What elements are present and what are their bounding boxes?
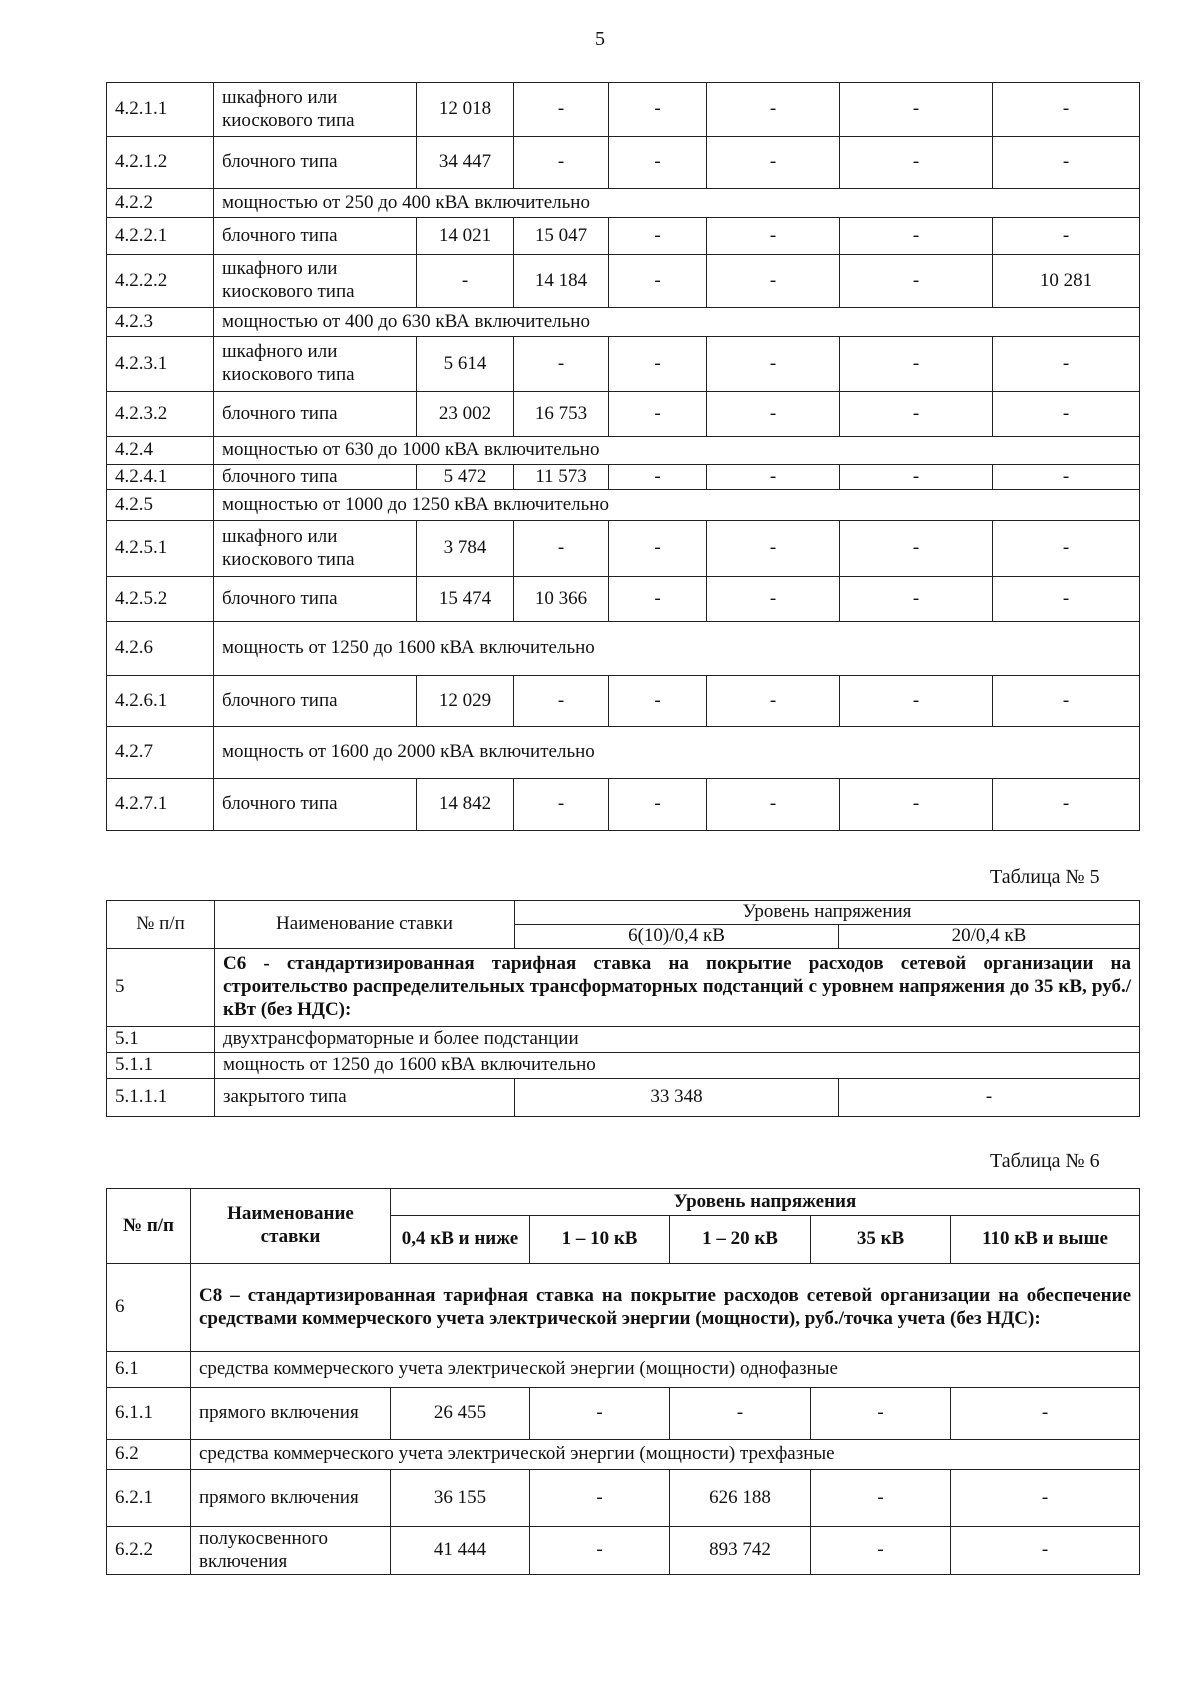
table-6-caption: Таблица № 6	[990, 1150, 1100, 1172]
row-number: 4.2.6.1	[107, 676, 214, 727]
table-5-caption: Таблица № 5	[990, 866, 1100, 888]
section-title: средства коммерческого учета электрической энергии (мощности) однофазные	[191, 1352, 1140, 1388]
row-value: 23 002	[417, 392, 514, 437]
row-value: 3 784	[417, 521, 514, 577]
table-row	[107, 255, 1140, 308]
row-value: -	[707, 465, 840, 490]
table-6-level-1: 1 – 10 кВ	[530, 1216, 670, 1264]
row-value: 626 188	[670, 1470, 811, 1527]
row-name: прямого включения	[191, 1388, 391, 1440]
row-number: 4.2.4	[107, 437, 214, 465]
table-6-head-level: Уровень напряжения	[391, 1189, 1140, 1216]
row-value: -	[707, 218, 840, 255]
row-value: 12 018	[417, 83, 514, 137]
row-value: -	[417, 255, 514, 308]
section-title: мощностью от 1000 до 1250 кВА включительно	[214, 490, 1140, 521]
table-row	[107, 1527, 1140, 1575]
row-value: -	[609, 465, 707, 490]
row-value: -	[840, 465, 993, 490]
table-row	[107, 676, 1140, 727]
row-number: 4.2.6	[107, 622, 214, 676]
row-value: 41 444	[391, 1527, 530, 1575]
section-heading: С6 - стандартизированная тарифная ставка на покрытие расходов сетевой организации на строительство распределительных трансформаторных подстанций с уровнем напряжения до 35 кВ, руб./кВт (без НДС):	[215, 949, 1140, 1027]
row-value: -	[707, 83, 840, 137]
section-title: двухтрансформаторные и более подстанции	[215, 1027, 1140, 1053]
table-row	[107, 1470, 1140, 1527]
row-name: блочного типа	[214, 676, 417, 727]
row-value: -	[840, 779, 993, 831]
row-value: -	[609, 337, 707, 392]
table-6-level-2: 1 – 20 кВ	[670, 1216, 811, 1264]
row-value: 34 447	[417, 137, 514, 189]
row-number: 4.2.5.2	[107, 577, 214, 622]
row-number: 4.2.3	[107, 308, 214, 337]
row-number: 4.2.2.1	[107, 218, 214, 255]
row-name: блочного типа	[214, 392, 417, 437]
section-title: мощность от 1250 до 1600 кВА включительно	[215, 1053, 1140, 1079]
section-heading: С8 – стандартизированная тарифная ставка на покрытие расходов сетевой организации на обеспечение средствами коммерческого учета электрической энергии (мощности), руб./точка учета (без НДС):	[191, 1264, 1140, 1352]
row-name: шкафного или киоскового типа	[214, 521, 417, 577]
row-value: 5 614	[417, 337, 514, 392]
table-row	[107, 83, 1140, 137]
row-value: -	[993, 337, 1140, 392]
row-number: 6.1.1	[107, 1388, 191, 1440]
row-value: -	[707, 676, 840, 727]
row-value: -	[707, 137, 840, 189]
row-name: блочного типа	[214, 137, 417, 189]
row-number: 4.2.7.1	[107, 779, 214, 831]
table-6-level-4: 110 кВ и выше	[951, 1216, 1140, 1264]
row-value: -	[993, 577, 1140, 622]
table-6-head-num: № п/п	[107, 1189, 191, 1264]
row-value: 10 281	[993, 255, 1140, 308]
table-row	[107, 308, 1140, 337]
row-value: -	[530, 1527, 670, 1575]
section-title: мощностью от 250 до 400 кВА включительно	[214, 189, 1140, 218]
row-number: 6.2.2	[107, 1527, 191, 1575]
row-number: 5.1.1.1	[107, 1079, 215, 1117]
row-value: 15 047	[514, 218, 609, 255]
row-value: -	[993, 83, 1140, 137]
page-number: 5	[595, 28, 605, 50]
row-value: -	[514, 137, 609, 189]
row-value: -	[609, 392, 707, 437]
row-value: -	[609, 83, 707, 137]
row-value: -	[839, 1079, 1140, 1117]
table-row	[107, 1440, 1140, 1470]
row-number: 4.2.3.1	[107, 337, 214, 392]
section-title: мощность от 1600 до 2000 кВА включительно	[214, 727, 1140, 779]
table-5-head-name: Наименование ставки	[215, 901, 515, 949]
row-number: 4.2.2	[107, 189, 214, 218]
row-number: 4.2.3.2	[107, 392, 214, 437]
row-number: 6	[107, 1264, 191, 1352]
row-value: -	[707, 255, 840, 308]
row-value: 14 021	[417, 218, 514, 255]
row-value: -	[811, 1470, 951, 1527]
row-name: полукосвенного включения	[191, 1527, 391, 1575]
row-value: -	[609, 676, 707, 727]
row-value: -	[707, 779, 840, 831]
table-row	[107, 465, 1140, 490]
row-value: -	[811, 1527, 951, 1575]
row-value: -	[993, 521, 1140, 577]
table-row	[107, 490, 1140, 521]
row-value: -	[951, 1527, 1140, 1575]
row-value: -	[993, 465, 1140, 490]
row-value: 26 455	[391, 1388, 530, 1440]
row-number: 5	[107, 949, 215, 1027]
row-number: 5.1.1	[107, 1053, 215, 1079]
table-row	[107, 392, 1140, 437]
table-6	[106, 1188, 1140, 1575]
row-value: -	[840, 521, 993, 577]
row-value: -	[840, 255, 993, 308]
row-number: 6.2.1	[107, 1470, 191, 1527]
table-row	[107, 189, 1140, 218]
row-value: -	[707, 577, 840, 622]
row-name: шкафного или киоскового типа	[214, 83, 417, 137]
section-title: мощностью от 630 до 1000 кВА включительно	[214, 437, 1140, 465]
row-number: 4.2.1.1	[107, 83, 214, 137]
row-value: -	[514, 83, 609, 137]
row-value: -	[840, 83, 993, 137]
row-value: -	[811, 1388, 951, 1440]
row-value: -	[530, 1470, 670, 1527]
row-value: -	[993, 779, 1140, 831]
row-value: -	[609, 779, 707, 831]
table-6-level-3: 35 кВ	[811, 1216, 951, 1264]
table-row	[107, 727, 1140, 779]
row-value: -	[993, 676, 1140, 727]
table-row	[107, 1079, 1140, 1117]
row-value: -	[530, 1388, 670, 1440]
table-6-head-name: Наименование ставки	[191, 1189, 391, 1264]
row-name: блочного типа	[214, 779, 417, 831]
table-4-continuation	[106, 82, 1140, 831]
row-value: -	[707, 337, 840, 392]
row-value: -	[840, 577, 993, 622]
table-5-level-1: 20/0,4 кВ	[839, 925, 1140, 949]
row-value: 16 753	[514, 392, 609, 437]
table-row	[107, 779, 1140, 831]
section-title: мощность от 1250 до 1600 кВА включительно	[214, 622, 1140, 676]
row-value: 36 155	[391, 1470, 530, 1527]
table-row	[107, 137, 1140, 189]
row-value: -	[514, 337, 609, 392]
row-value: -	[707, 521, 840, 577]
row-number: 4.2.5.1	[107, 521, 214, 577]
row-number: 5.1	[107, 1027, 215, 1053]
row-value: -	[609, 255, 707, 308]
row-value: -	[840, 337, 993, 392]
row-value: -	[840, 218, 993, 255]
table-row	[107, 437, 1140, 465]
row-value: 12 029	[417, 676, 514, 727]
row-value: -	[609, 218, 707, 255]
table-row	[107, 1388, 1140, 1440]
row-name: шкафного или киоскового типа	[214, 255, 417, 308]
table-5-level-0: 6(10)/0,4 кВ	[515, 925, 839, 949]
table-row	[107, 1053, 1140, 1079]
row-value: -	[514, 521, 609, 577]
row-value: 33 348	[515, 1079, 839, 1117]
row-value: 14 184	[514, 255, 609, 308]
row-value: -	[609, 577, 707, 622]
row-number: 4.2.7	[107, 727, 214, 779]
row-value: 10 366	[514, 577, 609, 622]
row-value: -	[514, 779, 609, 831]
row-value: -	[840, 676, 993, 727]
row-value: -	[993, 218, 1140, 255]
table-row	[107, 622, 1140, 676]
row-name: прямого включения	[191, 1470, 391, 1527]
row-value: 11 573	[514, 465, 609, 490]
row-number: 4.2.2.2	[107, 255, 214, 308]
table-row	[107, 577, 1140, 622]
row-value: -	[951, 1388, 1140, 1440]
row-number: 4.2.1.2	[107, 137, 214, 189]
row-value: 893 742	[670, 1527, 811, 1575]
row-number: 4.2.5	[107, 490, 214, 521]
row-value: -	[514, 676, 609, 727]
row-name: блочного типа	[214, 577, 417, 622]
row-value: 5 472	[417, 465, 514, 490]
row-name: блочного типа	[214, 218, 417, 255]
section-title: средства коммерческого учета электрической энергии (мощности) трехфазные	[191, 1440, 1140, 1470]
row-name: закрытого типа	[215, 1079, 515, 1117]
row-value: -	[951, 1470, 1140, 1527]
table-row	[107, 1264, 1140, 1352]
row-name: шкафного или киоскового типа	[214, 337, 417, 392]
row-value: -	[993, 137, 1140, 189]
table-row	[107, 218, 1140, 255]
row-value: 15 474	[417, 577, 514, 622]
row-name: блочного типа	[214, 465, 417, 490]
row-value: 14 842	[417, 779, 514, 831]
row-value: -	[609, 137, 707, 189]
table-row	[107, 521, 1140, 577]
row-number: 4.2.4.1	[107, 465, 214, 490]
row-number: 6.2	[107, 1440, 191, 1470]
row-value: -	[707, 392, 840, 437]
table-row	[107, 1352, 1140, 1388]
table-6-level-0: 0,4 кВ и ниже	[391, 1216, 530, 1264]
section-title: мощностью от 400 до 630 кВА включительно	[214, 308, 1140, 337]
row-value: -	[840, 392, 993, 437]
row-number: 6.1	[107, 1352, 191, 1388]
table-row	[107, 1027, 1140, 1053]
table-5	[106, 900, 1140, 1117]
table-5-head-num: № п/п	[107, 901, 215, 949]
row-value: -	[670, 1388, 811, 1440]
row-value: -	[840, 137, 993, 189]
table-5-head-level: Уровень напряжения	[515, 901, 1140, 925]
table-row	[107, 949, 1140, 1027]
row-value: -	[609, 521, 707, 577]
row-value: -	[993, 392, 1140, 437]
table-row	[107, 337, 1140, 392]
